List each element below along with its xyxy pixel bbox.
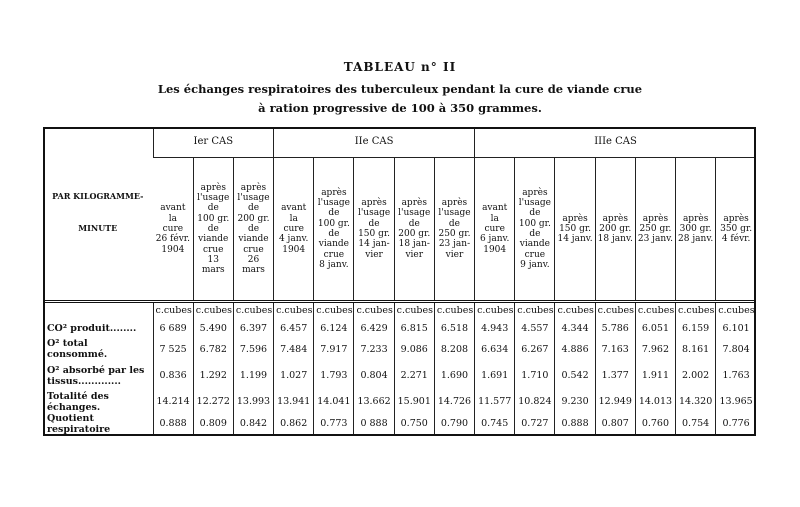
column-header-line: après bbox=[602, 213, 628, 224]
column-header-line: 26 févr. bbox=[155, 234, 190, 245]
table-cell: 14.214 bbox=[153, 392, 193, 414]
column-header-line: 8 janv. bbox=[319, 260, 349, 271]
row-label: Totalité des échanges. bbox=[47, 390, 109, 413]
column-header-line: vier bbox=[405, 249, 424, 260]
column-header-line: avant bbox=[160, 203, 186, 214]
column-header-line: après bbox=[240, 182, 267, 193]
table-cell: 1.691 bbox=[475, 361, 515, 391]
table-cell: 6.397 bbox=[233, 319, 273, 339]
column-header-line: après bbox=[642, 213, 669, 224]
table-row-co2 bbox=[43, 319, 756, 339]
column-header-1 bbox=[153, 158, 193, 302]
table-cell: 15.901 bbox=[394, 392, 434, 414]
respiratory-exchange-table bbox=[43, 127, 756, 436]
table-cell: 0.809 bbox=[193, 414, 233, 436]
column-header-line: la bbox=[289, 213, 298, 224]
unit-cell: c.cubes bbox=[515, 301, 555, 319]
column-header-line: 9 janv. bbox=[520, 260, 550, 271]
column-header-line: la bbox=[490, 213, 499, 224]
table-cell: 1.377 bbox=[595, 361, 635, 391]
table-row-o2-absorbed bbox=[43, 361, 756, 391]
column-header-line: de bbox=[529, 208, 541, 219]
column-header-line: viande bbox=[318, 239, 349, 250]
table-cell: 2.271 bbox=[394, 361, 434, 391]
column-header-line: l'usage bbox=[317, 198, 350, 209]
table-cell: 13.965 bbox=[716, 392, 756, 414]
column-header-line: après bbox=[321, 187, 347, 198]
table-cell: 0.804 bbox=[354, 361, 394, 391]
column-header-line: 200 gr. bbox=[398, 229, 431, 240]
table-cell: 1.911 bbox=[635, 361, 675, 391]
table-cell: 0.542 bbox=[555, 361, 595, 391]
column-header-line: la bbox=[168, 213, 177, 224]
table-cell: 12.272 bbox=[193, 392, 233, 414]
table-cell: 12.949 bbox=[595, 392, 635, 414]
table-cell: 0.750 bbox=[394, 414, 434, 436]
unit-cell: c.cubes bbox=[314, 301, 354, 319]
column-header-line: l'usage bbox=[398, 208, 431, 219]
column-header-line: avant bbox=[482, 203, 508, 214]
table-cell: 4.344 bbox=[555, 319, 595, 339]
unit-cell: c.cubes bbox=[354, 301, 394, 319]
unit-cell: c.cubes bbox=[676, 301, 716, 319]
unit-cell: c.cubes bbox=[475, 301, 515, 319]
column-header-4 bbox=[274, 158, 314, 302]
column-header-line: l'usage bbox=[197, 192, 230, 203]
case-1-header: Ier CAS bbox=[153, 127, 274, 158]
table-cell: 14.320 bbox=[676, 392, 716, 414]
table-cell: 9.230 bbox=[555, 392, 595, 414]
column-header-line: l'usage bbox=[438, 208, 471, 219]
table-cell: 0.842 bbox=[233, 414, 273, 436]
table-cell: 1.027 bbox=[274, 361, 314, 391]
table-cell: 6.634 bbox=[475, 339, 515, 361]
column-header-line: 100 gr. bbox=[518, 218, 551, 229]
column-header-line: 1904 bbox=[282, 244, 306, 255]
table-cell: 0.760 bbox=[635, 414, 675, 436]
column-header-9 bbox=[475, 158, 515, 302]
table-cell: 5.490 bbox=[193, 319, 233, 339]
table-cell: 0.776 bbox=[716, 414, 756, 436]
column-header-line: cure bbox=[484, 223, 505, 234]
unit-cell: c.cubes bbox=[716, 301, 756, 319]
table-cell: 1.793 bbox=[314, 361, 354, 391]
case-header-row bbox=[43, 127, 756, 158]
table-cell: 5.786 bbox=[595, 319, 635, 339]
table-cell: 6.518 bbox=[434, 319, 474, 339]
table-cell: 7.596 bbox=[233, 339, 273, 361]
table-cell: 0.888 bbox=[555, 414, 595, 436]
unit-cell: c.cubes bbox=[555, 301, 595, 319]
table-cell: 0.888 bbox=[153, 414, 193, 436]
table-cell: 1.710 bbox=[515, 361, 555, 391]
unit-cell: c.cubes bbox=[274, 301, 314, 319]
column-header-line: 350 gr. bbox=[720, 223, 753, 234]
table-row-total bbox=[43, 392, 756, 414]
table-cell: 7 525 bbox=[153, 339, 193, 361]
table-cell: 0.790 bbox=[434, 414, 474, 436]
table-cell: 13.993 bbox=[233, 392, 273, 414]
column-header-line: 4 févr. bbox=[721, 234, 751, 245]
column-header-line: 200 gr. bbox=[599, 223, 632, 234]
column-header-line: 150 gr. bbox=[358, 229, 391, 240]
column-header-2 bbox=[193, 158, 233, 302]
table-cell: 14.726 bbox=[434, 392, 474, 414]
column-header-line: de bbox=[247, 223, 260, 234]
unit-row bbox=[43, 301, 756, 319]
table-cell: 8.161 bbox=[676, 339, 716, 361]
column-header-line: après bbox=[522, 187, 548, 198]
column-header-10 bbox=[515, 158, 555, 302]
table-cell: 1.199 bbox=[233, 361, 273, 391]
column-header-line: 1904 bbox=[483, 244, 507, 255]
table-cell: 0.862 bbox=[274, 414, 314, 436]
row-label: Quotient respiratoire bbox=[47, 413, 111, 435]
column-header-line: 18 janv. bbox=[597, 234, 633, 245]
table-cell: 10.824 bbox=[515, 392, 555, 414]
table-cell: 6.159 bbox=[676, 319, 716, 339]
unit-cell: c.cubes bbox=[635, 301, 675, 319]
column-header-line: de bbox=[448, 218, 461, 229]
column-header-line: 100 gr. bbox=[317, 218, 350, 229]
table-cell: 0.773 bbox=[314, 414, 354, 436]
table-cell: 6.124 bbox=[314, 319, 354, 339]
column-header-line: 4 janv. bbox=[278, 234, 309, 245]
table-cell: 8.208 bbox=[434, 339, 474, 361]
table-cell: 7.917 bbox=[314, 339, 354, 361]
column-header-line: viande bbox=[519, 239, 550, 250]
table-cell: 0.754 bbox=[676, 414, 716, 436]
column-header-line: vier bbox=[365, 249, 383, 260]
column-header-line: 6 janv. bbox=[479, 234, 510, 245]
column-header-line: de bbox=[328, 229, 340, 240]
table-cell: 7.804 bbox=[716, 339, 756, 361]
column-header-line: 14 jan- bbox=[358, 239, 390, 250]
unit-cell: c.cubes bbox=[434, 301, 474, 319]
column-header-line: avant bbox=[281, 203, 307, 214]
table-subtitle-line2: à ration progressive de 100 à 350 grammes. bbox=[258, 101, 542, 115]
column-header-line: de bbox=[529, 229, 541, 240]
column-header-line: de bbox=[207, 203, 219, 214]
column-header-line: 26 mars bbox=[242, 255, 265, 276]
column-header-line: l'usage bbox=[518, 198, 551, 209]
column-header-line: de bbox=[408, 218, 420, 229]
unit-cell: c.cubes bbox=[595, 301, 635, 319]
column-header-8 bbox=[434, 158, 474, 302]
table-cell: 6 689 bbox=[153, 319, 193, 339]
column-header-11 bbox=[555, 158, 595, 302]
unit-cell: c.cubes bbox=[153, 301, 193, 319]
column-header-line: 100 gr. bbox=[197, 213, 230, 224]
table-cell: 4.886 bbox=[555, 339, 595, 361]
table-cell: 9.086 bbox=[394, 339, 434, 361]
column-header-line: l'usage bbox=[237, 192, 270, 203]
column-header-line: après bbox=[682, 213, 709, 224]
table-cell: 6.457 bbox=[274, 319, 314, 339]
column-header-line: 28 janv. bbox=[678, 234, 714, 245]
table-cell: 1.763 bbox=[716, 361, 756, 391]
corner-cell bbox=[43, 127, 153, 301]
case-2-header: IIe CAS bbox=[274, 127, 475, 158]
table-cell: 0 888 bbox=[354, 414, 394, 436]
unit-cell: c.cubes bbox=[193, 301, 233, 319]
column-header-15 bbox=[716, 158, 756, 302]
column-header-line: de bbox=[247, 203, 260, 214]
table-row-quotient bbox=[43, 414, 756, 436]
unit-row-label bbox=[43, 301, 153, 319]
column-header-line: l'usage bbox=[357, 208, 391, 219]
table-cell: 4.943 bbox=[475, 319, 515, 339]
column-header-line: après bbox=[441, 198, 468, 209]
column-header-14 bbox=[676, 158, 716, 302]
column-header-13 bbox=[635, 158, 675, 302]
column-header-line: 200 gr. bbox=[237, 213, 270, 224]
table-subtitle-line1: Les échanges respiratoires des tuberculeux pendant la cure de viande crue bbox=[157, 82, 643, 96]
table-cell: 11.577 bbox=[475, 392, 515, 414]
table-cell: 6.782 bbox=[193, 339, 233, 361]
column-header-line: 150 gr. bbox=[559, 223, 592, 234]
table-cell: 6.429 bbox=[354, 319, 394, 339]
column-header-line: viande bbox=[238, 234, 269, 245]
table-cell: 0.836 bbox=[153, 361, 193, 391]
column-header-5 bbox=[314, 158, 354, 302]
column-header-line: après bbox=[401, 198, 427, 209]
table-cell: 14.041 bbox=[314, 392, 354, 414]
column-header-line: crue bbox=[203, 244, 224, 255]
table-cell: 13.662 bbox=[354, 392, 394, 414]
corner-label-line1: PAR KILOGRAMME- bbox=[52, 190, 144, 201]
case-3-header: IIIe CAS bbox=[475, 127, 756, 158]
column-header-line: de bbox=[368, 218, 380, 229]
corner-label-line2: MINUTE bbox=[78, 223, 118, 234]
row-label bbox=[43, 361, 153, 391]
column-header-line: cure bbox=[283, 223, 304, 234]
column-header-line: cure bbox=[162, 223, 184, 234]
column-header-3 bbox=[233, 158, 273, 302]
column-header-line: 14 janv. bbox=[557, 234, 593, 245]
column-header-line: après bbox=[723, 213, 749, 224]
table-title: TABLEAU n° II bbox=[343, 60, 457, 74]
row-label-line2: tissus............. bbox=[47, 375, 121, 387]
column-header-6 bbox=[354, 158, 394, 302]
row-label: CO² produit........ bbox=[47, 322, 137, 334]
table-row-o2-total bbox=[43, 339, 756, 361]
column-header-line: 250 gr. bbox=[639, 223, 672, 234]
unit-cell: c.cubes bbox=[394, 301, 434, 319]
column-header-12 bbox=[595, 158, 635, 302]
table-cell: 7.163 bbox=[595, 339, 635, 361]
column-header-line: crue bbox=[323, 249, 345, 260]
column-header-line: 300 gr. bbox=[679, 223, 712, 234]
column-header-7 bbox=[394, 158, 434, 302]
table-cell: 4.557 bbox=[515, 319, 555, 339]
table-cell: 13.941 bbox=[274, 392, 314, 414]
column-header-line: 23 janv. bbox=[637, 234, 674, 245]
row-label: O² total consommé. bbox=[47, 338, 108, 361]
column-header-line: de bbox=[328, 208, 340, 219]
column-header-line: vier bbox=[445, 249, 464, 260]
table-cell: 14.013 bbox=[635, 392, 675, 414]
column-header-line: de bbox=[207, 223, 219, 234]
table-cell: 1.292 bbox=[193, 361, 233, 391]
column-header-line: viande bbox=[198, 234, 229, 245]
column-header-line: après bbox=[200, 182, 226, 193]
unit-cell: c.cubes bbox=[233, 301, 273, 319]
column-header-line: après bbox=[361, 198, 387, 209]
column-header-line: 23 jan- bbox=[438, 239, 471, 250]
table-cell: 1.690 bbox=[434, 361, 474, 391]
column-header-line: 250 gr. bbox=[438, 229, 471, 240]
column-header-line: 13 mars bbox=[201, 255, 225, 276]
table-cell: 7.962 bbox=[635, 339, 675, 361]
table-cell: 7.484 bbox=[274, 339, 314, 361]
table-cell: 0.807 bbox=[595, 414, 635, 436]
table-cell: 0.745 bbox=[475, 414, 515, 436]
table-cell: 7.233 bbox=[354, 339, 394, 361]
row-label-line1: O² absorbé par les bbox=[47, 364, 145, 376]
table-cell: 6.267 bbox=[515, 339, 555, 361]
table-cell: 6.815 bbox=[394, 319, 434, 339]
table-cell: 2.002 bbox=[676, 361, 716, 391]
table-cell: 6.101 bbox=[716, 319, 756, 339]
table-cell: 6.051 bbox=[635, 319, 675, 339]
column-header-line: après bbox=[562, 213, 588, 224]
column-header-line: crue bbox=[243, 244, 264, 255]
column-header-line: 1904 bbox=[161, 244, 185, 255]
column-header-line: 18 jan- bbox=[398, 239, 430, 250]
column-header-line: crue bbox=[524, 249, 546, 260]
table-cell: 0.727 bbox=[515, 414, 555, 436]
